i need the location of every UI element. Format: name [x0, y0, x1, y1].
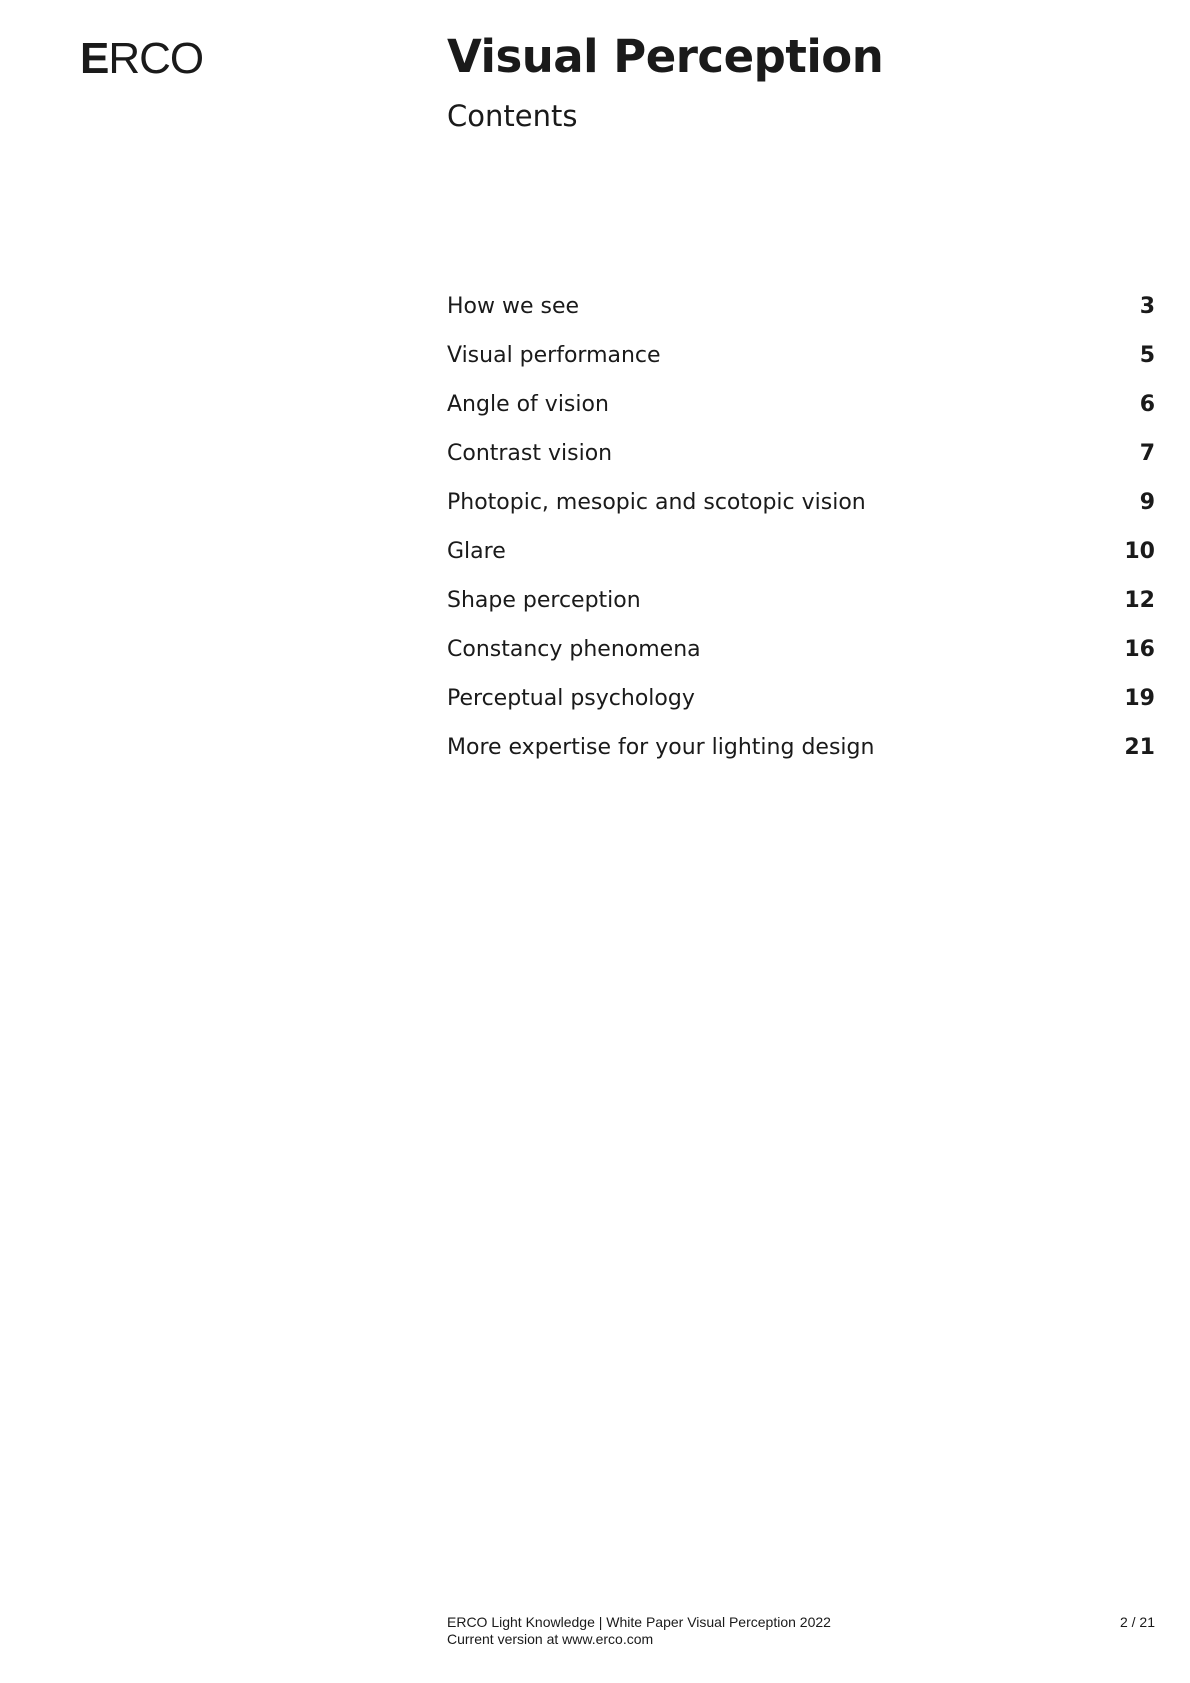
toc-entry-page-number: 9	[1139, 490, 1155, 515]
toc-entry-page-number: 19	[1124, 686, 1155, 711]
page-footer	[447, 1614, 1155, 1648]
footer-page-indicator: 2 / 21	[1119, 1614, 1155, 1630]
toc-entry-page-number: 3	[1139, 294, 1155, 319]
toc-entry-page-number: 10	[1124, 539, 1155, 564]
table-of-contents	[447, 292, 1155, 782]
logo-letter-e: E	[80, 34, 109, 83]
erco-logo	[80, 34, 203, 84]
toc-entry-label: Constancy phenomena	[447, 637, 701, 662]
toc-entry-contrast-vision[interactable]	[447, 439, 1155, 488]
toc-entry-label: How we see	[447, 294, 580, 319]
footer-website-line: Current version at www.erco.com	[447, 1631, 654, 1647]
toc-entry-label: Perceptual psychology	[447, 686, 695, 711]
toc-entry-page-number: 12	[1124, 588, 1155, 613]
toc-entry-shape-perception[interactable]	[447, 586, 1155, 635]
toc-entry-page-number: 6	[1139, 392, 1155, 417]
toc-entry-label: Glare	[447, 539, 506, 564]
toc-entry-how-we-see[interactable]	[447, 292, 1155, 341]
toc-entry-label: More expertise for your lighting design	[447, 735, 875, 760]
toc-entry-constancy-phenomena[interactable]	[447, 635, 1155, 684]
toc-entry-label: Contrast vision	[447, 441, 613, 466]
toc-entry-glare[interactable]	[447, 537, 1155, 586]
page-subtitle: Contents	[447, 99, 578, 133]
toc-entry-label: Visual performance	[447, 343, 661, 368]
page-title: Visual Perception	[447, 30, 884, 83]
toc-entry-angle-of-vision[interactable]	[447, 390, 1155, 439]
toc-entry-photopic-mesopic-scotopic[interactable]	[447, 488, 1155, 537]
toc-entry-visual-performance[interactable]	[447, 341, 1155, 390]
logo-letters-rco: RCO	[108, 34, 204, 83]
toc-entry-label: Shape perception	[447, 588, 641, 613]
toc-entry-page-number: 21	[1124, 735, 1155, 760]
toc-entry-page-number: 7	[1139, 441, 1155, 466]
toc-entry-more-expertise[interactable]	[447, 733, 1155, 782]
toc-entry-perceptual-psychology[interactable]	[447, 684, 1155, 733]
toc-entry-label: Angle of vision	[447, 392, 609, 417]
toc-entry-page-number: 5	[1139, 343, 1155, 368]
toc-entry-page-number: 16	[1124, 637, 1155, 662]
footer-publication-line: ERCO Light Knowledge | White Paper Visual Perception 2022	[447, 1614, 831, 1630]
toc-entry-label: Photopic, mesopic and scotopic vision	[447, 490, 866, 515]
